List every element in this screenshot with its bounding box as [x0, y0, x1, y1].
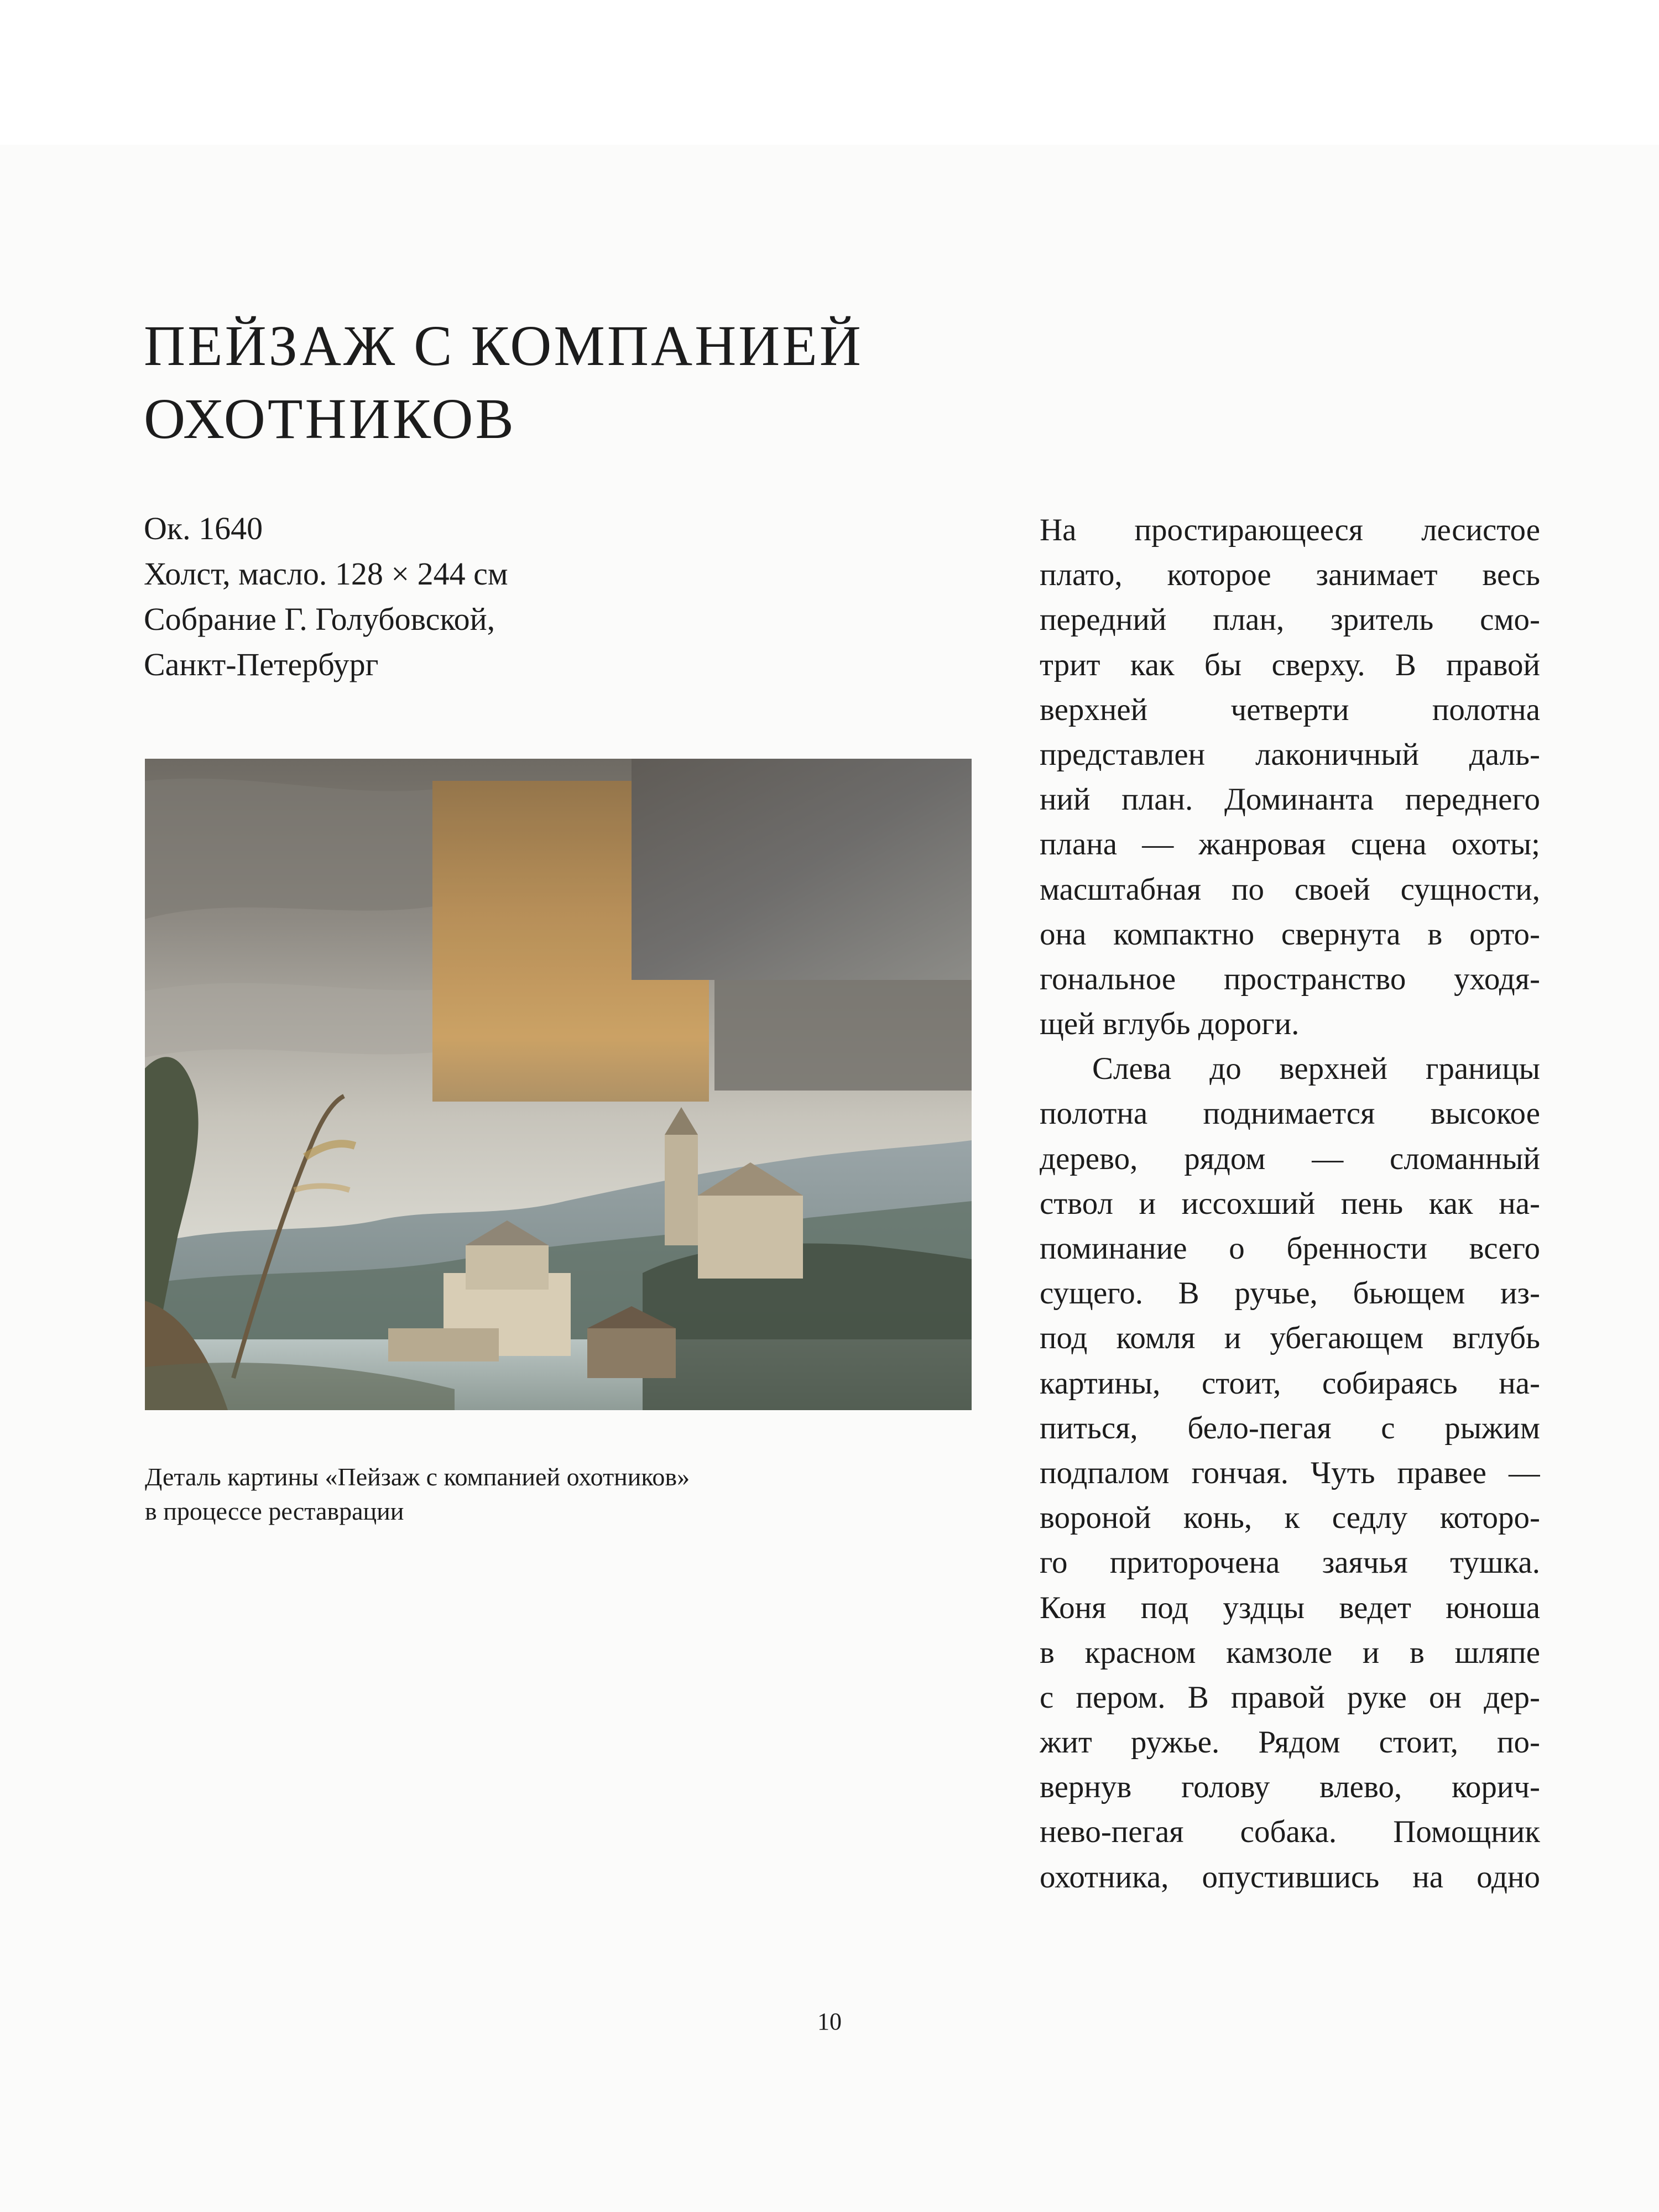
page-number: 10: [817, 2008, 842, 2035]
image-caption: [145, 1460, 974, 1528]
body-line: трит как бы сверху. В правой: [1040, 647, 1540, 682]
body-line: гональное пространство уходя-: [1040, 961, 1540, 997]
body-line: под комля и убегающем вглубь: [1040, 1321, 1540, 1356]
body-line: Слева до верхней границы: [1092, 1051, 1540, 1087]
body-line: она компактно свернута в орто-: [1040, 916, 1540, 952]
artwork-medium: Холст, масло. 128 × 244 см: [144, 556, 508, 592]
body-line: подпалом гончая. Чуть правее —: [1040, 1455, 1540, 1490]
body-line: щей вглубь дороги.: [1040, 1006, 1300, 1042]
body-line: передний план, зритель смо-: [1040, 602, 1540, 638]
body-line: верхней четверти полотна: [1040, 692, 1540, 727]
painting-detail-image: [145, 759, 972, 1410]
artwork-date: Ок. 1640: [144, 510, 263, 546]
body-line: охотника, опустившись на одно: [1040, 1859, 1540, 1895]
body-line: плато, которое занимает весь: [1040, 557, 1540, 593]
body-line: дерево, рядом — сломанный: [1040, 1141, 1540, 1176]
body-line: Коня под уздцы ведет юноша: [1040, 1590, 1540, 1625]
body-line: жит ружье. Рядом стоит, по-: [1040, 1725, 1540, 1760]
body-line: нево-пегая собака. Помощник: [1040, 1814, 1540, 1850]
body-line: ний план. Доминанта переднего: [1040, 782, 1540, 817]
body-line: вороной конь, к седлу которо-: [1040, 1500, 1540, 1536]
body-line: полотна поднимается высокое: [1040, 1096, 1540, 1131]
body-line: го приторочена заячья тушка.: [1040, 1545, 1540, 1580]
body-line: масштабная по своей сущности,: [1040, 872, 1540, 907]
scan-top-margin: [0, 0, 1659, 145]
caption-line-1: Деталь картины «Пейзаж с компанией охотников»: [145, 1463, 690, 1491]
artwork-location: Санкт-Петербург: [144, 646, 379, 682]
caption-line-2: в процессе реставрации: [145, 1497, 404, 1525]
artwork-collection: Собрание Г. Голубовской,: [144, 601, 495, 637]
article-title: [144, 310, 973, 456]
body-line: с пером. В правой руке он дер-: [1040, 1679, 1540, 1715]
title-line-2: ОХОТНИКОВ: [144, 387, 516, 451]
body-line: поминание о бренности всего: [1040, 1231, 1540, 1266]
painting-illustration: [145, 759, 972, 1410]
body-line: вернув голову влево, корич-: [1040, 1770, 1540, 1805]
body-line: На простирающееся лесистое: [1040, 513, 1540, 547]
body-line: представлен лаконичный даль-: [1040, 737, 1540, 772]
body-line: картины, стоит, собираясь на-: [1040, 1365, 1540, 1401]
body-line: ствол и иссохший пень как на-: [1040, 1186, 1540, 1221]
body-text: [1040, 508, 1540, 1900]
body-line: питься, бело-пегая с рыжим: [1040, 1410, 1540, 1446]
body-line: сущего. В ручье, бьющем из-: [1040, 1276, 1540, 1311]
artwork-details: [144, 506, 918, 687]
body-line: плана — жанровая сцена охоты;: [1040, 827, 1540, 862]
body-line: в красном камзоле и в шляпе: [1040, 1635, 1540, 1670]
title-line-1: ПЕЙЗАЖ С КОМПАНИЕЙ: [144, 314, 863, 378]
